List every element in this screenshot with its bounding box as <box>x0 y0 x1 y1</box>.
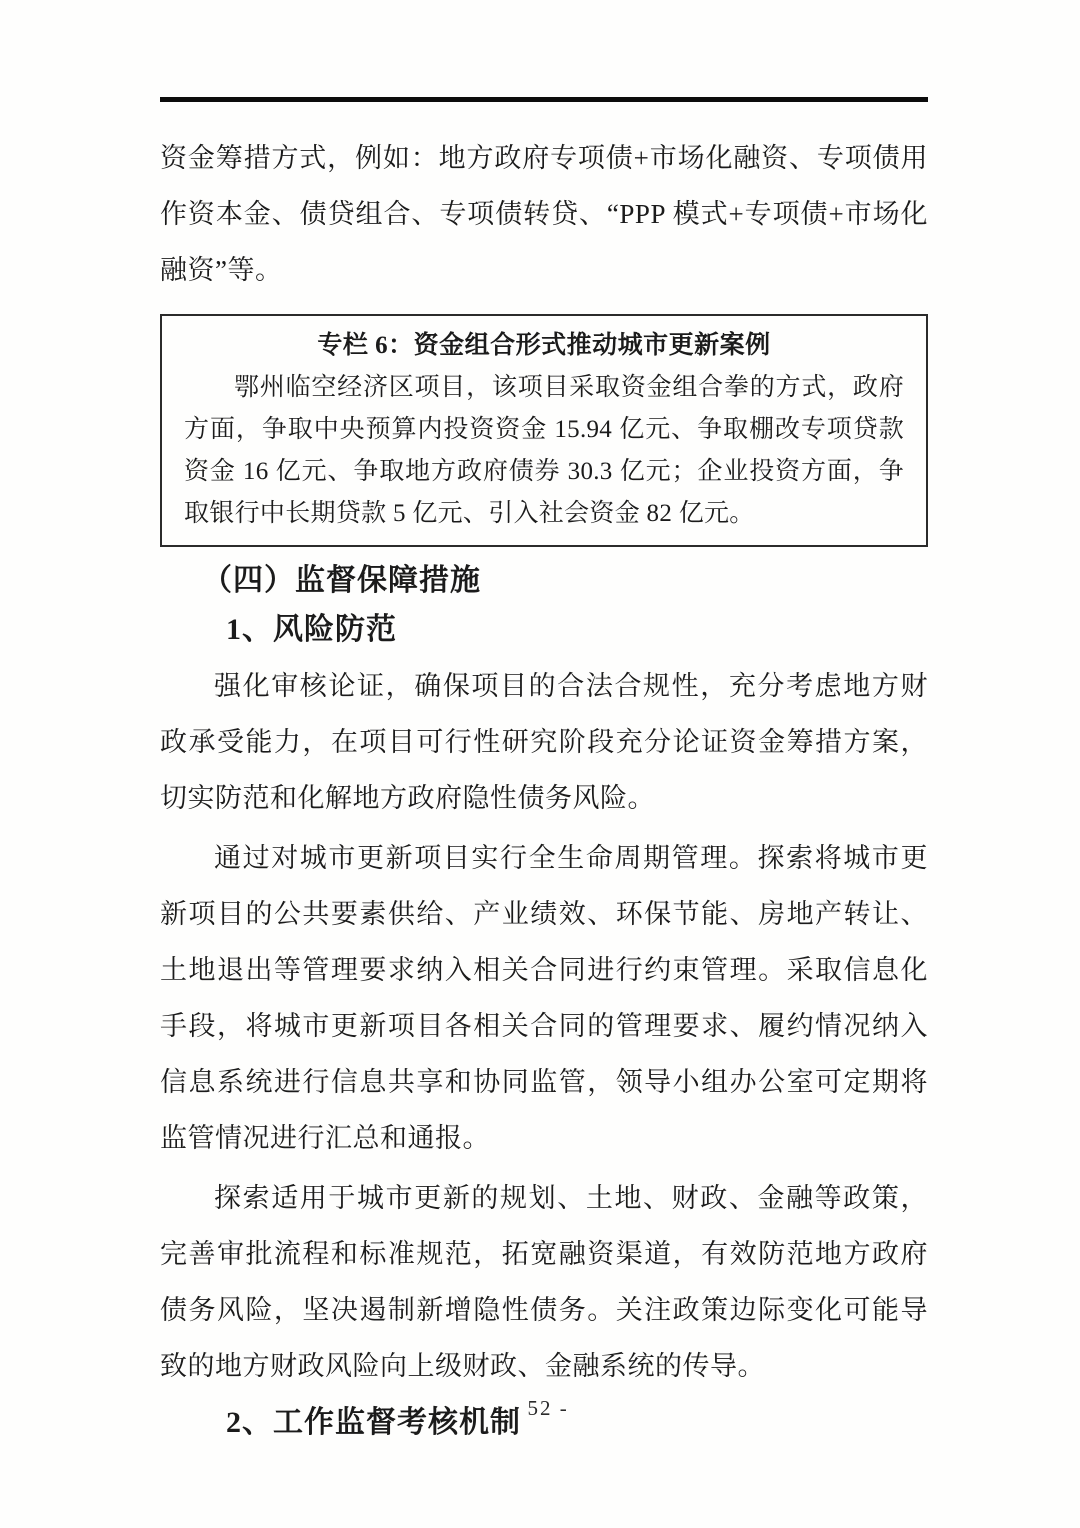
body-paragraph: 强化审核论证，确保项目的合法合规性，充分考虑地方财政承受能力，在项目可行性研究阶段充分论证资金筹措方案，切实防范和化解地方政府隐性债务风险。 <box>160 671 928 813</box>
intro-paragraph: 资金筹措方式，例如：地方政府专项债+市场化融资、专项债用作资本金、债贷组合、专项债转贷、“PPP 模式+专项债+市场化融资”等。 <box>160 143 928 285</box>
section-heading: （四）监督保障措施 <box>202 564 481 597</box>
callout-box-title: 专栏 6：资金组合形式推动城市更新案例 <box>317 332 771 359</box>
subsection-heading-risk-prevention: 1、风险防范 <box>226 613 397 646</box>
page-number: - 52 - <box>511 1396 569 1420</box>
subsection-heading-supervision-mechanism: 2、工作监督考核机制 <box>226 1406 521 1439</box>
body-paragraph: 探索适用于城市更新的规划、土地、财政、金融等政策，完善审批流程和标准规范，拓宽融资渠道，有效防范地方政府债务风险，坚决遏制新增隐性债务。关注政策边际变化可能导致的地方财政风险向上级财政、金融系统的传导。 <box>160 1183 928 1381</box>
callout-box-body: 鄂州临空经济区项目，该项目采取资金组合拳的方式，政府方面，争取中央预算内投资资金 15.94 亿元、争取棚改专项贷款资金 16 亿元、争取地方政府债券 30.3 亿元；企业投资方面，争取银行中长期贷款 5 亿元、引入社会资金 82 亿元。 <box>184 374 904 527</box>
callout-box <box>160 314 928 547</box>
body-paragraph: 通过对城市更新项目实行全生命周期管理。探索将城市更新项目的公共要素供给、产业绩效、环保节能、房地产转让、土地退出等管理要求纳入相关合同进行约束管理。采取信息化手段，将城市更新项目各相关合同的管理要求、履约情况纳入信息系统进行信息共享和协同监管，领导小组办公室可定期将监管情况进行汇总和通报。 <box>160 843 928 1153</box>
header-rule <box>160 97 928 102</box>
page-content <box>160 97 928 1443</box>
